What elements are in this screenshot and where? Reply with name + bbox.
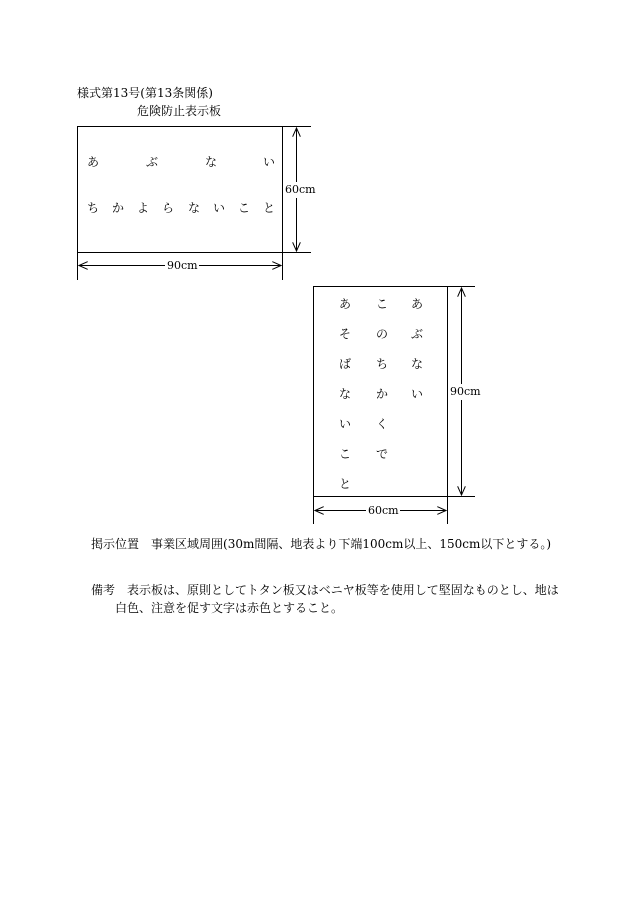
sign-char: ぶ [410, 327, 423, 341]
sign-char: ち [375, 357, 388, 371]
sign-char: な [338, 387, 351, 401]
sign-char: の [375, 327, 388, 341]
document-title: 危険防止表示板 [137, 104, 222, 118]
sign-char: あ [410, 297, 423, 311]
sign-char: こ [338, 447, 351, 461]
sign-char: こ [237, 201, 250, 215]
sign-char: ち [86, 201, 99, 215]
posting-location [91, 537, 551, 551]
sign-char: で [375, 447, 388, 461]
sign-char: な [204, 155, 217, 169]
posting-location-text: 事業区域周囲(30m間隔、地表より下端100cm以上、150cm以下とする。) [151, 537, 552, 551]
posting-location-label: 掲示位置 [91, 537, 140, 551]
vertical-sign-height-label: 90cm [450, 385, 481, 398]
notes-text-line2: 白色、注意を促す文字は赤色とすること。 [115, 601, 344, 615]
sign-char: あ [338, 297, 351, 311]
horizontal-sign-board [78, 127, 283, 253]
sign-char: く [375, 417, 388, 431]
sign-char: あ [86, 155, 99, 169]
sign-char: い [410, 387, 423, 401]
sign-char: こ [375, 297, 388, 311]
horizontal-sign-height-label: 60cm [285, 183, 316, 196]
sign-char: な [410, 357, 423, 371]
notes-line1 [91, 583, 559, 597]
sign-char: そ [338, 327, 351, 341]
sign-char: ば [338, 357, 351, 371]
sign-char: と [262, 201, 275, 215]
notes-text-line1: 表示板は、原則としてトタン板又はベニヤ板等を使用して堅固なものとし、地は [127, 583, 559, 597]
notes-label: 備考 [91, 583, 116, 597]
sign-char: と [338, 477, 351, 491]
sign-char: ら [161, 201, 174, 215]
sign-char: い [212, 201, 225, 215]
sign-char: か [111, 201, 124, 215]
sign-char: い [262, 155, 275, 169]
sign-char: か [375, 387, 388, 401]
sign-char: い [338, 417, 351, 431]
vertical-sign-width-label: 60cm [368, 504, 399, 517]
sign-char: な [187, 201, 200, 215]
sign-char: よ [136, 201, 149, 215]
horizontal-sign-width-label: 90cm [167, 259, 198, 272]
form-number: 様式第13号(第13条関係) [77, 86, 213, 100]
sign-char: ぶ [145, 155, 158, 169]
